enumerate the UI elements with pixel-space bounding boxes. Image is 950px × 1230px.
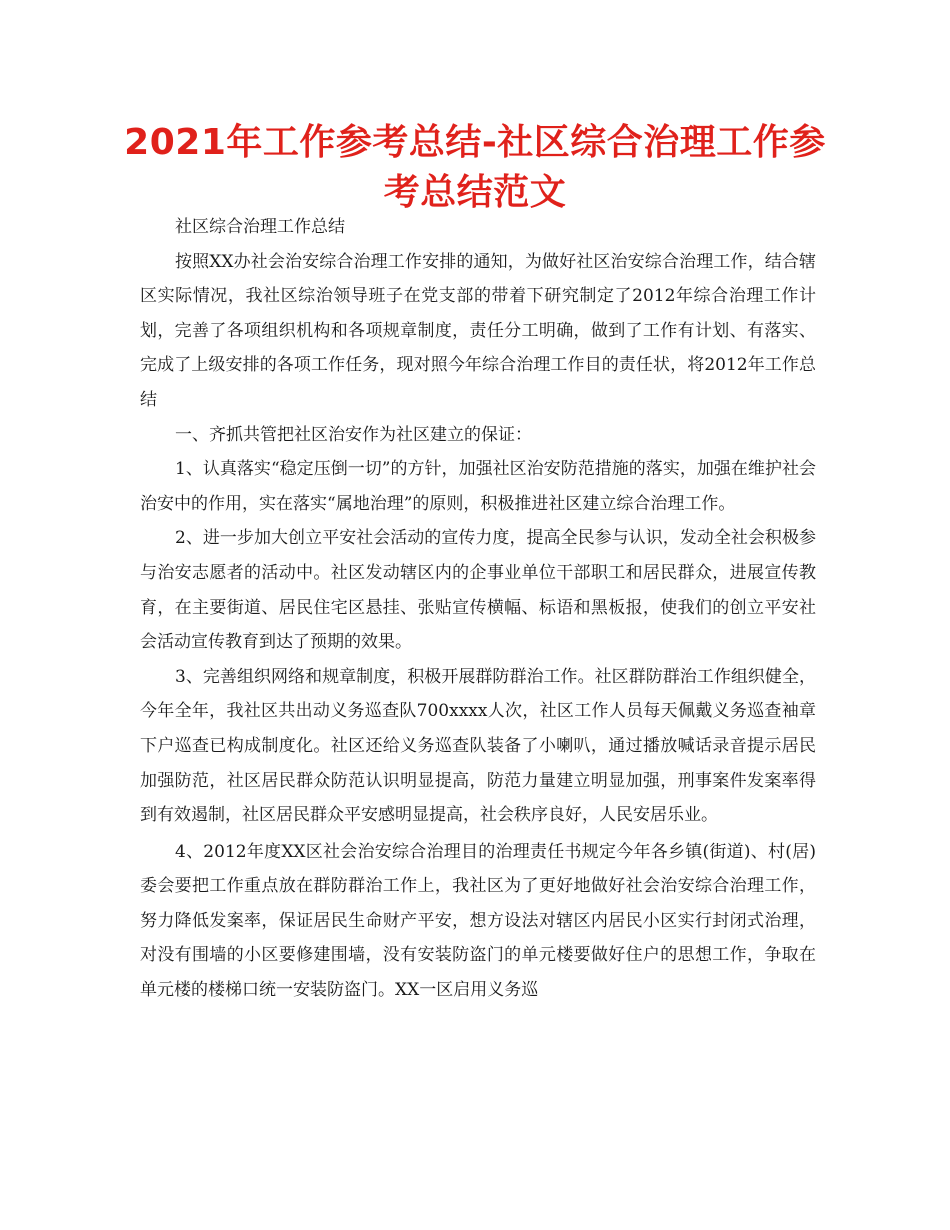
paragraph-section-one: 一、齐抓共管把社区治安作为社区建立的保证：: [175, 424, 532, 445]
paragraph-intro: 按照XX办社会治安综合治理工作安排的通知，为做好社区治安综合治理工作，结合辖区实际情况，我社区综治领导班子在党支部的带着下研究制定了2012年综合治理工作计划，完善了各项组织机构和各项规章制度，责任分工明确，做到了工作有计划、有落实、完成了上级安排的各项工作任务，现对照今年综合治理工作目的责任状，将2012年工作总结: [140, 251, 816, 410]
document-body: [140, 210, 816, 1008]
document-title: 2021年工作参考总结-社区综合治理工作参考总结范文: [124, 122, 826, 213]
paragraph-item-3: 3、完善组织网络和规章制度，积极开展群防群治工作。社区群防群治工作组织健全，今年全年，我社区共出动义务巡查队700xxxx人次，社区工作人员每天佩戴义务巡查袖章下户巡查已构成制度化。社区还给义务巡查队装备了小喇叭，通过播放喊话录音提示居民加强防范，社区居民群众防范认识明显提高，防范力量建立明显加强，刑事案件发案率得到有效遏制，社区居民群众平安感明显提高，社会秩序良好，人民安居乐业。: [140, 666, 816, 826]
paragraph-item-1: 1、认真落实“稳定压倒一切”的方针，加强社区治安防范措施的落实，加强在维护社会治安中的作用，实在落实“属地治理”的原则，积极推进社区建立综合治理工作。: [140, 459, 816, 514]
paragraph-heading: 社区综合治理工作总结: [175, 217, 345, 237]
paragraph-item-4: 4、2012年度XX区社会治安综合治理目的治理责任书规定今年各乡镇(街道)、村(居)委会要把工作重点放在群防群治工作上，我社区为了更好地做好社会治安综合治理工作，努力降低发案率，保证居民生命财产平安，想方设法对辖区内居民小区实行封闭式治理，对没有围墙的小区要修建围墙，没有安装防盗门的单元楼要做好住户的思想工作，争取在单元楼的楼梯口统一安装防盗门。XX一区启用义务巡: [140, 841, 816, 1001]
paragraph-item-2: 2、进一步加大创立平安社会活动的宣传力度，提高全民参与认识，发动全社会积极参与治安志愿者的活动中。社区发动辖区内的企事业单位干部职工和居民群众，进展宣传教育，在主要街道、居民住宅区悬挂、张贴宣传横幅、标语和黑板报，使我们的创立平安社会活动宣传教育到达了预期的效果。: [140, 528, 816, 653]
